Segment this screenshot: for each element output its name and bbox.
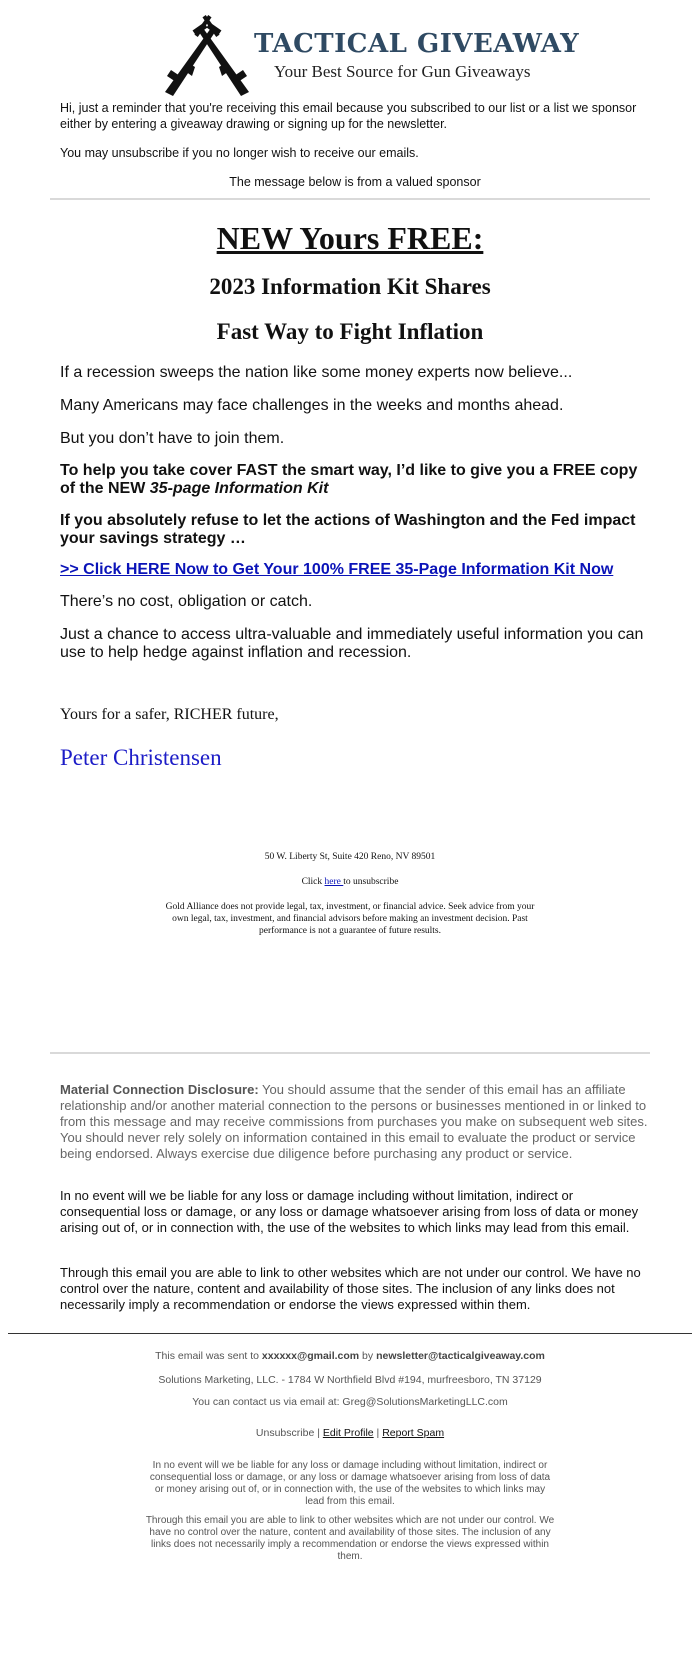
recipient-email: xxxxxx@gmail.com: [261, 1350, 360, 1362]
material-disclosure: [60, 1082, 650, 1162]
subheadline-inflation: Fast Way to Fight Inflation: [216, 319, 484, 344]
unsub-suffix: to unsubscribe: [343, 877, 399, 887]
cta-container: [60, 561, 650, 579]
kit-name: 35-page Information Kit: [149, 480, 329, 497]
logo-subtitle: Your Best Source for Gun Giveaways: [274, 62, 531, 81]
sent-by-word: by: [359, 1350, 377, 1362]
liability-disclosure: In no event will we be liable for any loss or damage including without limitation, indirect or consequential loss or damage, or any loss or damage whatsoever arising from loss of data or money arising out of, or in connection with, the use of the websites to which links may lead from this email.: [60, 1188, 639, 1235]
links-disclosure: Through this email you are able to link to other websites which are not under our control. We have no control over the nature, content and availability of those sites. The inclusion of any links does not necessarily imply a recommendation or endorse the views expressed within them.: [60, 1265, 641, 1312]
edit-profile-link[interactable]: Edit Profile: [322, 1427, 374, 1439]
unsubscribe-text[interactable]: Unsubscribe: [255, 1427, 315, 1439]
report-spam-link[interactable]: Report Spam: [382, 1427, 445, 1439]
divider: [50, 198, 650, 200]
sender-email: newsletter@tacticalgiveaway.com: [376, 1350, 545, 1362]
sent-prefix: This email was sent to: [155, 1350, 262, 1362]
company-address: Solutions Marketing, LLC. - 1784 W Northfield Blvd #194, murfreesboro, TN 37129: [158, 1374, 542, 1386]
contact-line: You can contact us via email at: Greg@SolutionsMarketingLLC.com: [192, 1396, 508, 1408]
sponsor-note: The message below is from a valued sponsor: [229, 175, 481, 189]
paragraph-chance: Just a chance to access ultra-valuable and immediately useful information you can use to help hedge against inflation and recession.: [60, 626, 644, 661]
paragraph-recession: If a recession sweeps the nation like some money experts now believe...: [60, 364, 573, 381]
unsub-prefix: Click: [301, 877, 325, 887]
paragraph-refuse: If you absolutely refuse to let the actions of Washington and the Fed impact your savings strategy …: [60, 512, 636, 547]
divider-dark: [8, 1333, 692, 1334]
sponsor-unsubscribe: [175, 876, 525, 888]
unsubscribe-note: You may unsubscribe if you no longer wish to receive our emails.: [60, 146, 419, 160]
paragraph-challenges: Many Americans may face challenges in the weeks and months ahead.: [60, 397, 564, 414]
logo-title: TACTICAL GIVEAWAY: [254, 29, 580, 59]
unsubscribe-here-link[interactable]: here: [324, 877, 344, 887]
cta-link[interactable]: >> Click HERE Now to Get Your 100% FREE 35-Page Information Kit Now: [60, 561, 614, 578]
paragraph-no-cost: There’s no cost, obligation or catch.: [60, 593, 313, 610]
subscription-reminder: Hi, just a reminder that you're receiving this email because you subscribed to our list or a list we sponsor either by entering a giveaway drawing or signing up for the newsletter.: [60, 101, 637, 131]
disclosure-lead: Material Connection Disclosure:: [60, 1082, 259, 1097]
tactical-giveaway-logo: [157, 10, 580, 100]
signature: Peter Christensen: [60, 745, 222, 770]
crossed-rifles-icon: [157, 10, 257, 100]
subheadline-kit: 2023 Information Kit Shares: [209, 274, 491, 299]
disclosure-body: You should assume that the sender of this email has an affiliate relationship and/or another material connection to the persons or businesses mentioned in or linked to from this message and may receive commissions from purchases you make on subsequent web sites. You should never rely solely on information contained in this email to evaluate the product or service being endorsed. Always exercise due diligence before purchasing any product or service.: [60, 1082, 648, 1161]
separator: |: [373, 1427, 383, 1439]
free-copy-text: To help you take cover FAST the smart way, I’d like to give you a FREE copy of the NEW: [60, 462, 638, 497]
footer-liability: In no event will we be liable for any loss or damage including without limitation, indirect or consequential loss or damage, or any loss or damage whatsoever arising from loss of data or money arising out of, or in connection with, the use of the websites to which links may lead from this email.: [149, 1460, 551, 1507]
separator: |: [314, 1427, 323, 1439]
footer-links: [100, 1427, 600, 1440]
headline: NEW Yours FREE:: [216, 220, 484, 256]
divider: [50, 1052, 650, 1054]
sent-to-line: [100, 1350, 600, 1363]
sponsor-disclaimer: Gold Alliance does not provide legal, tax, investment, or financial advice. Seek advice from your own legal, tax, investment, and financial advisors before making an investment decision. Past performance is not a guarantee of future results.: [165, 902, 535, 936]
closing: Yours for a safer, RICHER future,: [60, 706, 279, 723]
footer-links-disclaimer: Through this email you are able to link to other websites which are not under our control. We have no control over the nature, content and availability of those sites. The inclusion of any links does not necessarily imply a recommendation or endorse the views expressed within them.: [145, 1515, 555, 1562]
paragraph-free-copy: [60, 462, 650, 498]
sponsor-address: 50 W. Liberty St, Suite 420 Reno, NV 89501: [264, 852, 436, 862]
paragraph-dont-join: But you don’t have to join them.: [60, 430, 285, 447]
